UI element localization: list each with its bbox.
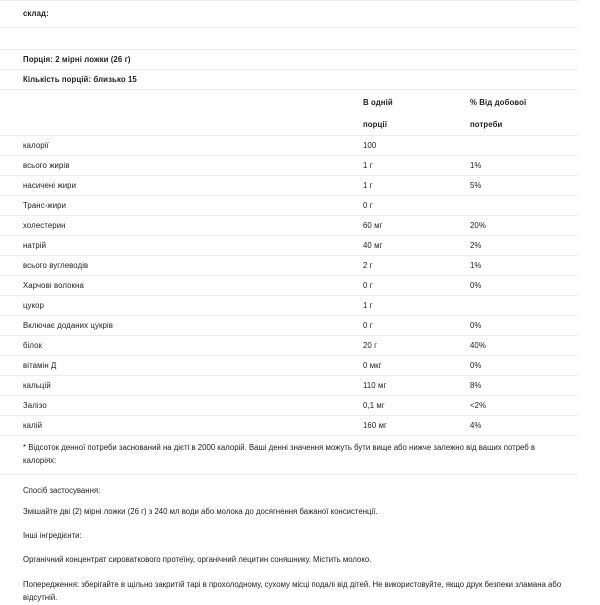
nutrient-value: 0,1 мг: [363, 400, 385, 410]
composition-label: склад:: [23, 9, 49, 19]
nutrient-label: Харчові волокна: [23, 280, 84, 290]
table-row: [0, 176, 578, 196]
header-amount-per-serving-line1: В одній: [363, 97, 393, 107]
nutrient-value: 0 г: [363, 200, 373, 210]
servings-per-container-label: Кількість порцій: близько 15: [23, 74, 137, 84]
nutrient-percent: 4%: [470, 420, 482, 430]
nutrient-value: 160 мг: [363, 420, 387, 430]
nutrient-value: 40 мг: [363, 240, 383, 250]
nutrient-percent: 5%: [470, 180, 482, 190]
table-row: [0, 276, 578, 296]
nutrient-label: білок: [23, 340, 43, 350]
nutrient-label: цукор: [23, 300, 45, 310]
directions-label: Спосіб застосування:: [23, 485, 101, 495]
nutrient-value: 1 г: [363, 180, 373, 190]
table-row: [0, 416, 578, 436]
other-ingredients-label-row: [0, 524, 600, 548]
nutrient-label: холестерин: [23, 220, 66, 230]
header-amount-per-serving-line2: порції: [363, 120, 387, 129]
nutrient-label: вітамін Д: [23, 360, 57, 370]
serving-size-label: Порція: 2 мірні ложки (26 г): [23, 54, 131, 64]
nutrient-label: Залізо: [23, 400, 47, 410]
other-ingredients-text-row: [0, 548, 600, 572]
nutrient-value: 60 мг: [363, 220, 383, 230]
table-row: [0, 316, 578, 336]
other-ingredients-text: Органічний концентрат сироваткового протеїну, органічний лецитин соняшнику. Містить молоко.: [23, 555, 372, 565]
table-header-line1: [0, 90, 578, 114]
nutrient-value: 1 г: [363, 300, 373, 310]
nutrient-label: Включає доданих цукрів: [23, 320, 113, 330]
serving-size-row: [0, 50, 578, 70]
nutrient-percent: 0%: [470, 360, 482, 370]
nutrient-percent: 2%: [470, 240, 482, 250]
other-ingredients-label: Інші інгредієнти:: [23, 531, 82, 541]
nutrient-percent: 0%: [470, 320, 482, 330]
header-daily-value-line1: % Від добової: [470, 97, 527, 107]
table-row: [0, 236, 578, 256]
nutrient-percent: <2%: [470, 400, 487, 410]
nutrient-value: 100: [363, 140, 377, 150]
nutrient-percent: 1%: [470, 260, 482, 270]
nutrient-label: всього вуглеводів: [23, 260, 89, 270]
nutrient-value: 20 г: [363, 340, 378, 350]
nutrient-percent: 8%: [470, 380, 482, 390]
table-row: [0, 356, 578, 376]
nutrient-label: калій: [23, 420, 43, 430]
composition-row: [0, 0, 578, 28]
nutrient-percent: 1%: [470, 160, 482, 170]
nutrient-label: кальцій: [23, 380, 51, 390]
table-row: [0, 136, 578, 156]
nutrient-percent: 0%: [470, 280, 482, 290]
nutrient-label: калорії: [23, 140, 49, 150]
nutrient-label: насичені жири: [23, 180, 77, 190]
table-row: [0, 196, 578, 216]
nutrient-value: 110 мг: [363, 380, 387, 390]
table-row: [0, 216, 578, 236]
table-row: [0, 256, 578, 276]
nutrient-value: 0 г: [363, 280, 373, 290]
table-row: [0, 376, 578, 396]
nutrient-value: 1 г: [363, 160, 373, 170]
directions-text-row: [0, 500, 600, 524]
nutrient-value: 2 г: [363, 260, 373, 270]
warning-text: Попередження: зберігайте в щільно закритій тарі в прохолодному, сухому місці подалі від дітей. Не використовуйте, якщо друк безпеки зламана або відсутній.: [23, 580, 562, 602]
table-row: [0, 396, 578, 416]
table-row: [0, 156, 578, 176]
nutrient-value: 0 мкг: [363, 360, 382, 370]
nutrient-label: всього жирів: [23, 160, 70, 170]
table-row: [0, 336, 578, 356]
table-row: [0, 296, 578, 316]
blank-spacer-row: [0, 28, 578, 50]
nutrient-value: 0 г: [363, 320, 373, 330]
directions-label-row: [0, 475, 600, 500]
table-header-line2: [0, 114, 578, 136]
nutrient-label: натрій: [23, 240, 47, 250]
nutrient-percent: 40%: [470, 340, 486, 350]
directions-text: Змішайте дві (2) мірні ложки (26 г) з 240 мл води або молока до досягнення бажаної консистенції.: [23, 507, 378, 517]
daily-value-footnote: * Відсоток денної потреби заснований на дієті в 2000 калорій. Ваші денні значення можуть бути вище або нижче залежно від ваших потреб в калоріях:: [0, 436, 578, 475]
nutrient-label: Транс-жири: [23, 200, 67, 210]
nutrient-percent: 20%: [470, 220, 486, 230]
header-daily-value-line2: потреби: [470, 120, 503, 129]
servings-per-container-row: [0, 70, 578, 90]
